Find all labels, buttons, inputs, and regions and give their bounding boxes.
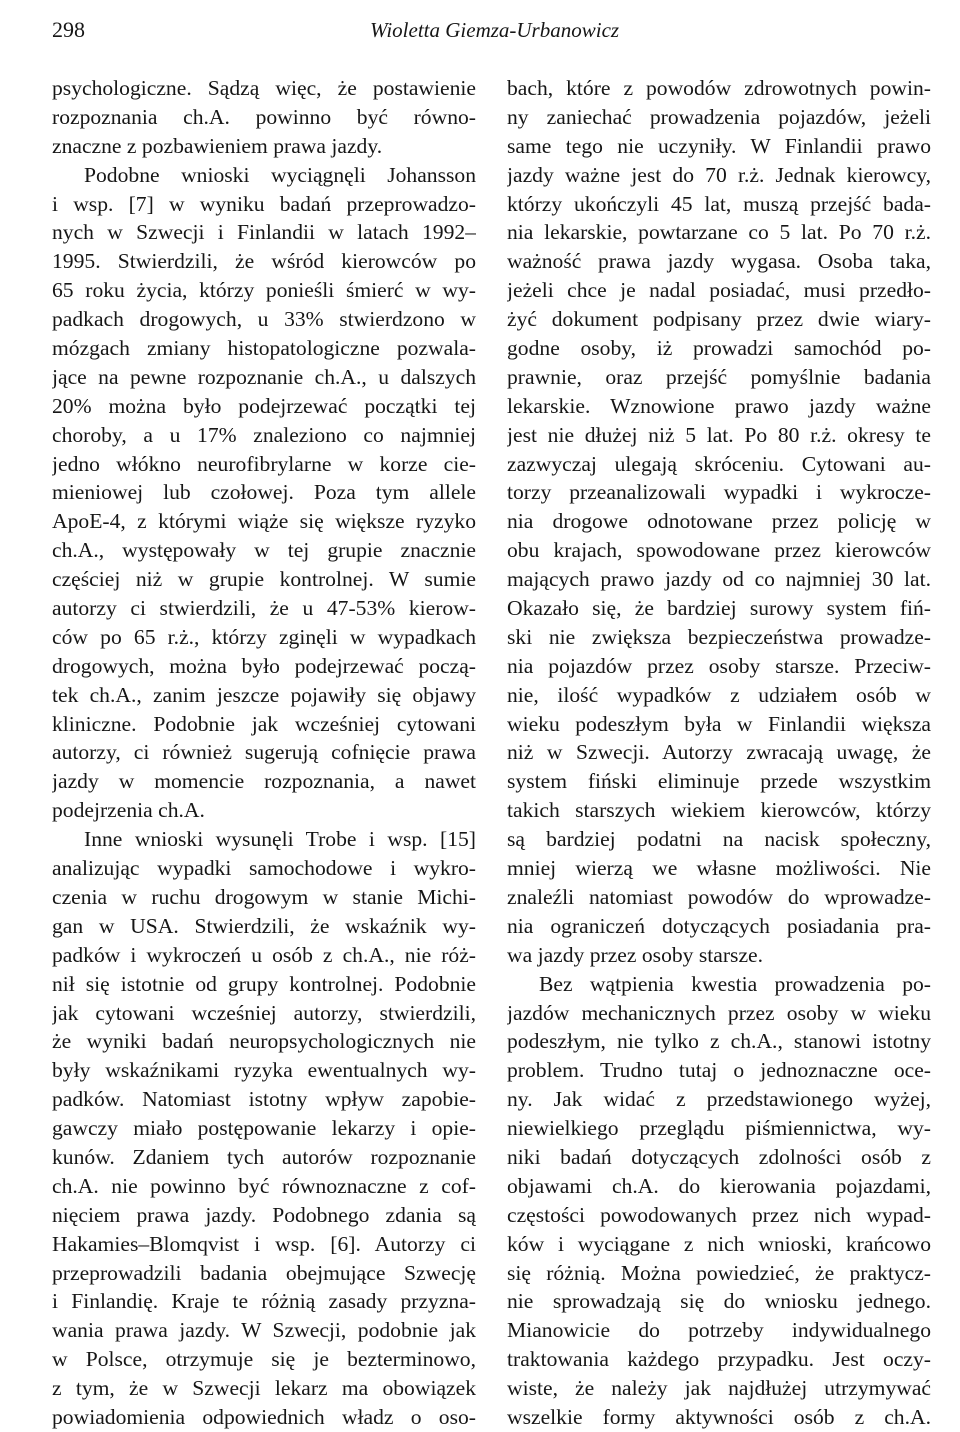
text-line: Bez wątpienia kwestia prowadzenia po- xyxy=(539,971,931,996)
text-line: nił się istotnie od grupy kontrolnej. Podobnie xyxy=(52,971,476,996)
text-line: ny zaniechać prowadzenia pojazdów, jeżeli xyxy=(507,104,931,129)
text-line: wieku podeszłym była w Finlandii większa xyxy=(507,711,931,736)
running-head: Wioletta Giemza-Urbanowicz xyxy=(370,18,620,42)
text-line: przeprowadzili badania obejmujące Szwecję xyxy=(52,1260,476,1285)
text-line: były wskaźnikami ryzyka ewentualnych wy- xyxy=(52,1058,476,1083)
text-line: niż w Szwecji. Autorzy zwracają uwagę, że xyxy=(507,740,931,765)
text-line: nie sprowadzają się do wniosku jednego. xyxy=(507,1289,931,1314)
text-line: autorzy, ci również sugerują cofnięcie prawa xyxy=(52,740,476,765)
text-line: nia drogowe odnotowane przez policję w xyxy=(507,509,931,534)
text-line: psychologiczne. Sądzą więc, że postawienie xyxy=(52,76,476,100)
text-line: znaleźli natomiast powodów do wprowadze- xyxy=(507,884,931,909)
text-line: Podobne wnioski wyciągnęli Johansson xyxy=(84,162,476,187)
text-line: jazdów mechanicznych przez osoby w wieku xyxy=(507,1000,931,1025)
text-line: problem. Trudno tutaj o jednoznaczne oce- xyxy=(507,1058,931,1083)
text-line: nięciem prawa jazdy. Podobnego zdania są xyxy=(52,1202,476,1227)
text-line: padkach drogowych, u 33% stwierdzono w xyxy=(52,307,476,332)
text-line: analizując wypadki samochodowe i wykro- xyxy=(52,856,476,881)
text-line: nie, ilość wypadków z udziałem osób w xyxy=(507,682,931,707)
text-line: ny. Jak widać z przedstawionego wyżej, xyxy=(507,1087,931,1112)
text-line: lekarskie. Wznowione prawo jazdy ważne xyxy=(507,393,931,418)
text-line: 1995. Stwierdzili, że wśród kierowców po xyxy=(52,249,476,274)
text-line: ApoE-4, z którymi wiąże się większe ryzyko xyxy=(52,509,476,534)
text-line: niewielkiego przeglądu piśmiennictwa, wy- xyxy=(507,1116,931,1141)
text-line: mniej wierzą we własne możliwości. Nie xyxy=(507,856,931,881)
text-line: czenia w ruchu drogowym w stanie Michi- xyxy=(52,884,476,909)
text-line: są bardziej podatni na nacisk społeczny, xyxy=(507,827,931,852)
text-line: znaczne z pozbawieniem prawa jazdy. xyxy=(52,133,383,158)
text-line: system fiński eliminuje przede wszystkim xyxy=(507,769,931,794)
text-line: jazdy w momencie rozpoznania, a nawet xyxy=(52,769,476,794)
text-line: nia ograniczeń dotyczących posiadania pra- xyxy=(507,913,931,938)
text-line: autorzy ci stwierdzili, że u 47-53% kierow- xyxy=(52,596,476,621)
text-line: ch.A. nie powinno być równoznaczne z cof- xyxy=(52,1173,476,1198)
text-line: jazdy ważne jest do 70 r.ż. Jednak kierowcy, xyxy=(507,162,931,187)
text-line: ków i wyciągane z nich wnioski, krańcowo xyxy=(507,1231,931,1256)
text-line: jedno włókno neurofibrylarne w korze cie- xyxy=(52,451,476,476)
text-line: obu krajach, spowodowane przez kierowców xyxy=(507,538,931,563)
text-line: jest nie dłużej niż 5 lat. Po 80 r.ż. okresy te xyxy=(507,422,931,447)
text-line: którzy ukończyli 45 lat, muszą przejść bada- xyxy=(507,191,931,216)
text-line: 20% można było podejrzewać początki tej xyxy=(52,393,476,418)
text-line: ważność prawa jazdy wygasa. Osoba taka, xyxy=(507,249,931,274)
text-line: wszelkie formy aktywności osób z ch.A. xyxy=(507,1404,931,1429)
text-line: objawami ch.A. do kierowania pojazdami, xyxy=(507,1173,931,1198)
text-line: z tym, że w Szwecji lekarz ma obowiązek xyxy=(52,1376,476,1401)
text-line: choroby, a u 17% znaleziono co najmniej xyxy=(52,422,476,447)
text-line: tek ch.A., zanim jeszcze pojawiły się objawy xyxy=(52,682,476,707)
text-line: częstości powodowanych przez nich wypad- xyxy=(507,1202,931,1227)
text-line: jak cytowani wcześniej autorzy, stwierdzili, xyxy=(52,1000,476,1025)
text-line: podejrzenia ch.A. xyxy=(52,798,205,823)
text-line: gan w USA. Stwierdzili, że wskaźnik wy- xyxy=(52,913,476,938)
text-line: mających prawo jazdy od co najmniej 30 lat. xyxy=(507,567,931,592)
text-line: jeżeli chce je nadal posiadać, musi przedło- xyxy=(507,278,931,303)
text-line: niki badań dotyczących zdolności osób z xyxy=(507,1144,931,1169)
text-line: same tego nie uczyniły. W Finlandii prawo xyxy=(507,133,931,158)
text-line: takich starszych wiekiem kierowców, którzy xyxy=(507,798,931,823)
text-line: podeszłym, nie tylko z ch.A., stanowi istotny xyxy=(507,1029,931,1054)
text-line: drogowych, można było podejrzewać począ- xyxy=(52,653,476,678)
text-line: mózgach zmiany histopatologiczne pozwala- xyxy=(52,336,476,361)
text-line: bach, które z powodów zdrowotnych powin- xyxy=(507,76,931,100)
text-line: padków. Natomiast istotny wpływ zapobie- xyxy=(52,1087,476,1112)
text-line: kunów. Zdaniem tych autorów rozpoznanie xyxy=(52,1144,476,1169)
text-line: ch.A., występowały w tej grupie znacznie xyxy=(52,538,476,563)
text-line: gawczy miało postępowanie lekarzy i opie- xyxy=(52,1116,476,1141)
text-line: Okazało się, że bardziej surowy system fiń- xyxy=(507,596,931,621)
text-line: powiadomienia odpowiednich władz o oso- xyxy=(52,1404,476,1429)
text-line: rozpoznania ch.A. powinno być równo- xyxy=(52,104,476,129)
text-line: ski nie zwiększa bezpieczeństwa prowadze- xyxy=(507,624,931,649)
text-line: padków i wykroczeń u osób z ch.A., nie róż- xyxy=(52,942,476,967)
text-line: nia lekarskie, powtarzane co 5 lat. Po 70 r.ż. xyxy=(507,220,931,245)
text-line: w Polsce, otrzymuje się je bezterminowo, xyxy=(52,1347,476,1372)
text-line: i wsp. [7] w wyniku badań przeprowadzo- xyxy=(52,191,476,216)
text-line: mieniowej lub czołowej. Poza tym allele xyxy=(52,480,476,505)
text-line: i Finlandię. Kraje te różnią zasady przyzna- xyxy=(52,1289,476,1314)
text-line: ców po 65 r.ż., którzy zginęli w wypadkach xyxy=(52,624,476,649)
left-column xyxy=(52,74,476,1432)
right-column xyxy=(507,74,931,1432)
text-line: że wyniki badań neuropsychologicznych nie xyxy=(52,1029,476,1054)
text-line: wania prawa jazdy. W Szwecji, podobnie jak xyxy=(52,1318,476,1343)
text-line: Mianowicie do potrzeby indywidualnego xyxy=(507,1318,931,1343)
text-line: godne osoby, iż prowadzi samochód po- xyxy=(507,336,931,361)
page-number: 298 xyxy=(52,17,85,42)
text-line: 65 roku życia, którzy ponieśli śmierć w wy- xyxy=(52,278,476,303)
text-line: traktowania każdego przypadku. Jest oczy- xyxy=(507,1347,931,1372)
text-line: kliniczne. Podobnie jak wcześniej cytowani xyxy=(52,711,476,736)
text-line: się różnią. Można powiedzieć, że praktycz- xyxy=(507,1260,931,1285)
text-line: nych w Szwecji i Finlandii w latach 1992– xyxy=(52,220,476,245)
text-line: prawnie, oraz przejść pomyślnie badania xyxy=(507,364,931,389)
text-line: wiste, że należy jak najdłużej utrzymywać xyxy=(507,1376,931,1401)
text-line: torzy przeanalizowali wypadki i wykrocze- xyxy=(507,480,931,505)
text-line: wa jazdy przez osoby starsze. xyxy=(507,942,764,967)
text-line: częściej niż w grupie kontrolnej. W sumie xyxy=(52,567,476,592)
text-line: nia pojazdów przez osoby starsze. Przeciw- xyxy=(507,653,931,678)
text-line: jące na pewne rozpoznanie ch.A., u dalszych xyxy=(52,364,476,389)
text-line: żyć dokument podpisany przez dwie wiary- xyxy=(507,307,931,332)
text-line: Inne wnioski wysunęli Trobe i wsp. [15] xyxy=(84,827,476,852)
page-header xyxy=(52,14,948,50)
text-line: zazwyczaj ulegają skróceniu. Cytowani au- xyxy=(507,451,931,476)
text-line: Hakamies–Blomqvist i wsp. [6]. Autorzy ci xyxy=(52,1231,476,1256)
